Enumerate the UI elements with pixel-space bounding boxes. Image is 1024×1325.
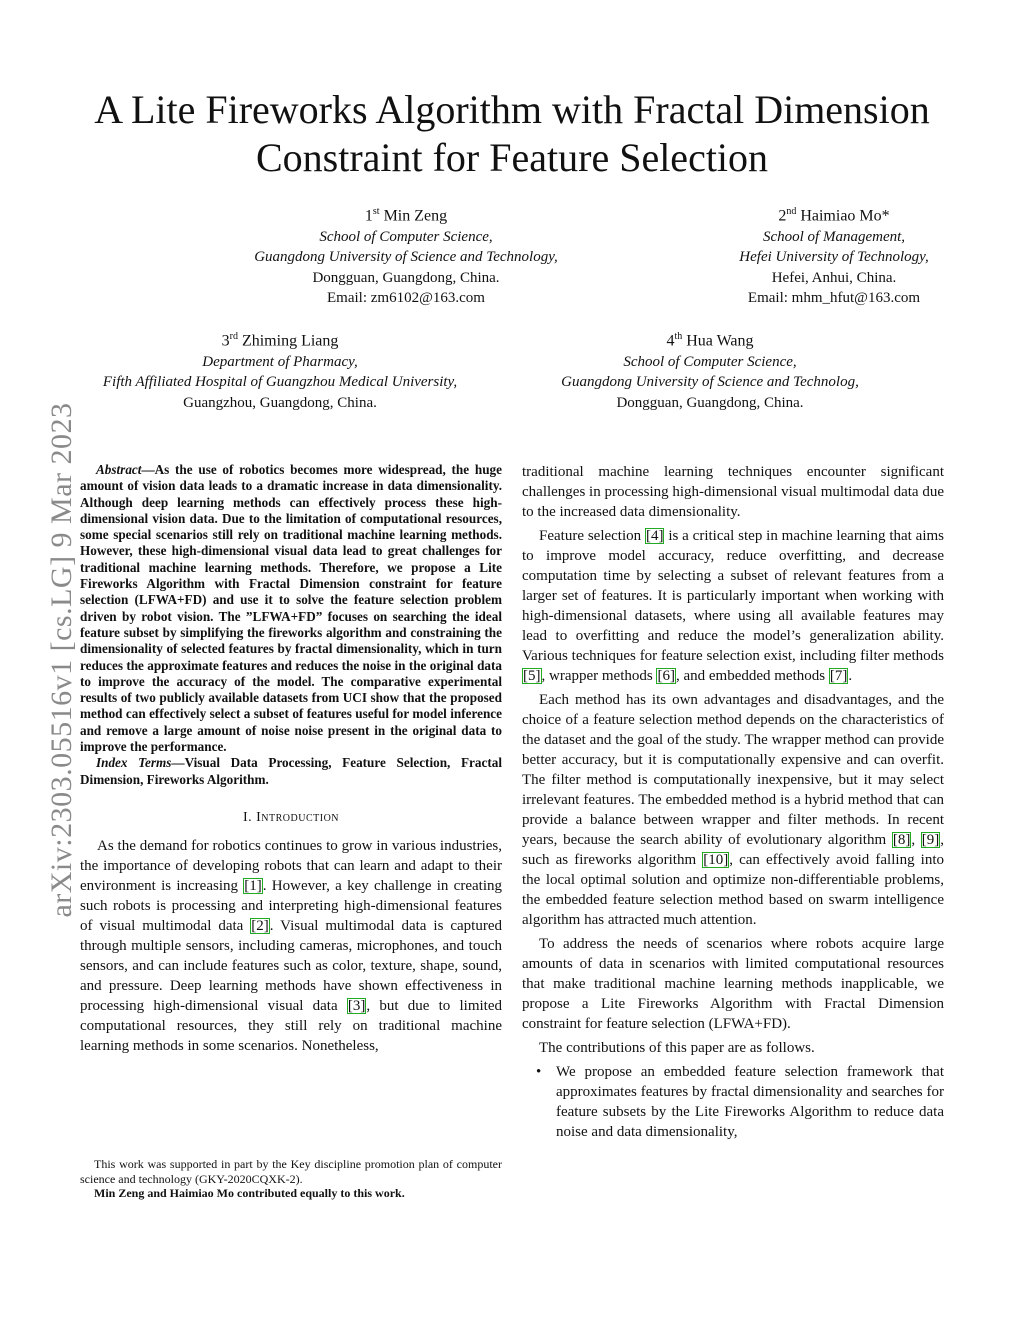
author-name: 3rd Zhiming Liang — [221, 331, 339, 350]
intro-paragraph-5: The contributions of this paper are as follows. — [539, 1040, 815, 1056]
author-city: Dongguan, Guangdong, China. — [312, 269, 500, 286]
author-name: 1st Min Zeng — [364, 206, 448, 225]
intro-paragraph-3: Each method has its own advantages and disadvantages, and the choice of a feature selection method depends on the characteristics of the dataset and the goal of the study. The wrapper method can provide better accuracy, but it is computationally expensive and can overfit. The filter method is computationally inexpensive, but it may select irrelevant features. The embedded method is a hybrid method that can provide a balance between wrapper and filter methods. In recent years, because the search ability of evolutionary algorithm [8], [9], such as fireworks algorithm [10], can effectively avoid falling into the local optimal solution and optimize non-differentiable problems, the embedded feature selection method based on swarm intelligence algorithm has attracted much attention. — [522, 692, 945, 928]
bullet-icon: • — [536, 1064, 542, 1080]
citation-link[interactable]: [4] — [645, 528, 664, 544]
author-department: School of Computer Science, — [623, 353, 797, 370]
list-item: • We propose an embedded feature selection framework that approximates features by fractal dimensionality and searches for feature subsets by the Lite Fireworks Algorithm to reduce data noise and data dimensionality, — [536, 1064, 944, 1140]
author-department: School of Management, — [762, 228, 906, 245]
right-column — [522, 462, 944, 1142]
author-city: Hefei, Anhui, China. — [771, 269, 897, 286]
author-department: Department of Pharmacy, — [202, 353, 358, 370]
citation-link[interactable]: [6] — [657, 668, 675, 684]
intro-paragraph-2: Feature selection [4] is a critical step in machine learning that aims to improve model accuracy, reduce overfitting, and decrease computation time by selecting a subset of relevant features from a larger set of features. It is particularly important when working with high-dimensional datasets, where using all available features may lead to overfitting and reduce the model’s generalization ability. Various techniques for feature selection exist, including filter methods [5], wrapper methods [6], and embedded methods [7]. — [522, 528, 944, 684]
citation-link[interactable]: [10] — [703, 852, 729, 868]
footnote-funding: This work was supported in part by the Key discipline promotion plan of computer science and technology (GKY-2020CQXK-2). — [80, 1157, 502, 1186]
author-block-1 — [224, 202, 588, 309]
author-department: School of Computer Science, — [319, 228, 493, 245]
abstract: Abstract—As the use of robotics becomes more widespread, the huge amount of vision data leads to a dramatic increase in data dimensionality. Although deep learning methods can effectively process these high-dimensional vision data. Due to the limitation of computational resources, some special scenarios still rely on traditional machine learning methods. However, these high-dimensional visual data lead to great challenges for traditional machine learning methods. Therefore, we propose a Lite Fireworks Algorithm with Fractal Dimension constraint for feature selection (LFWA+FD) and use it to solve the feature selection problem driven by robot vision. The ”LFWA+FD” focuses on searching the ideal feature subset by simplifying the fireworks algorithm and constraining the dimensionality of selected features by fractal dimensionality, which in turn reduces the approximate features and reduces the noise in the original data to improve the accuracy of the model. The comparative experimental results of two publicly available datasets from UCI show that the proposed method can effectively select a subset of features useful for model inference and remove a large amount of noise noise present in the original data to improve the performance. — [80, 462, 502, 755]
author-name: 2nd Haimiao Mo* — [778, 206, 890, 225]
footnote — [80, 1157, 502, 1201]
author-block-3 — [70, 327, 490, 413]
author-organization: Guangdong University of Science and Technolog, — [561, 374, 859, 391]
author-city: Guangzhou, Guangdong, China. — [183, 394, 377, 411]
author-city: Dongguan, Guangdong, China. — [616, 394, 804, 411]
section-heading-introduction: I. Introduction — [242, 809, 340, 825]
author-block-4 — [530, 327, 890, 413]
citation-link[interactable]: [3] — [347, 997, 366, 1014]
citation-link[interactable]: [2] — [251, 917, 269, 934]
title-line-1: A Lite Fireworks Algorithm with Fractal Dimension — [94, 87, 930, 132]
citation-link[interactable]: [9] — [921, 832, 940, 848]
title-line-2: Constraint for Feature Selection — [255, 135, 769, 180]
intro-paragraph-4: To address the needs of scenarios where robots acquire large amounts of data in scenarios with limited computational resources that make traditional machine learning methods inapplicable, we propose a Lite Fireworks Algorithm with Fractal Dimension constraint for feature selection (LFWA+FD). — [522, 936, 944, 1032]
intro-paragraph-1: As the demand for robotics continues to grow in various industries, the importance of developing robots that can learn and adapt to their environment is increasing [1]. However, a key challenge in creating such robots is processing and interpreting high-dimensional features of visual multimodal data [2]. Visual multimodal data is captured through multiple sensors, including cameras, microphones, and touch sensors, and can include features such as color, texture, shape, sound, and pressure. Deep learning methods have shown effectiveness in processing high-dimensional visual data [3], but due to limited computational resources, they still rely on traditional machine learning methods in some scenarios. Nonetheless, — [80, 837, 502, 1054]
author-organization: Hefei University of Technology, — [739, 249, 929, 266]
author-organization: Fifth Affiliated Hospital of Guangzhou Medical University, — [102, 374, 458, 391]
author-email: Email: mhm_hfut@163.com — [747, 290, 921, 307]
citation-link[interactable]: [7] — [829, 668, 848, 684]
paper-title — [70, 86, 954, 182]
author-name: 4th Hua Wang — [666, 331, 754, 350]
left-column — [80, 462, 502, 1060]
contributions-list — [522, 1062, 944, 1142]
citation-link[interactable]: [1] — [244, 877, 262, 894]
author-block-2 — [712, 202, 956, 309]
author-organization: Guangdong University of Science and Technology, — [254, 249, 558, 266]
index-terms: Index Terms—Visual Data Processing, Feature Selection, Fractal Dimension, Fireworks Algorithm. — [80, 755, 502, 787]
citation-link[interactable]: [5] — [523, 668, 541, 684]
arxiv-identifier[interactable]: arXiv:2303.05516v1 [cs.LG] 9 Mar 2023 — [45, 402, 78, 918]
footnote-equal-contribution: Min Zeng and Haimiao Mo contributed equally to this work. — [94, 1186, 405, 1200]
intro-paragraph-continued: traditional machine learning techniques encounter significant challenges in processing high-dimensional visual multimodal data due to the increased data dimensionality. — [522, 464, 944, 520]
author-email: Email: zm6102@163.com — [327, 290, 485, 307]
citation-link[interactable]: [8] — [892, 832, 911, 848]
